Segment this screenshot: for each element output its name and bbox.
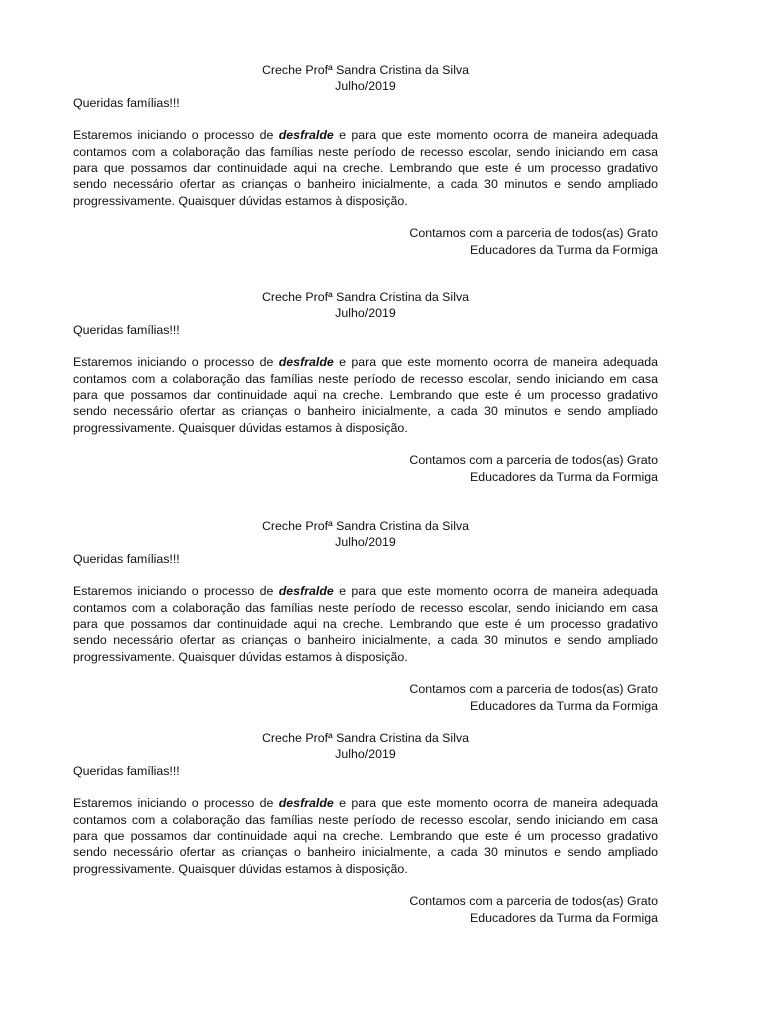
school-name: Creche Profª Sandra Cristina da Silva — [261, 731, 470, 745]
greeting: Queridas famílias!!! — [73, 322, 180, 337]
notice-block-1 — [73, 62, 658, 258]
school-name: Creche Profª Sandra Cristina da Silva — [261, 519, 470, 533]
signature: Educadores da Turma da Formiga — [469, 698, 658, 713]
body-text-start: Estaremos iniciando o processo de — [73, 796, 279, 811]
notice-date: Julho/2019 — [335, 535, 396, 550]
notice-date: Julho/2019 — [335, 306, 396, 321]
body-text-end: e para que este momento ocorra de maneira adequada contamos com a colaboração das famílias neste período de recesso escolar, sendo iniciando em casa para que possamos dar continuidade aqui na creche. Lembrando que este é um processo gradativo sendo necessário ofertar as crianças o banheiro inicialmente, a cada 30 minutos e sendo ampliado progressivamente. Quaisquer dúvidas estamos à disposição. — [73, 128, 658, 208]
body-text-end: e para que este momento ocorra de maneira adequada contamos com a colaboração das famílias neste período de recesso escolar, sendo iniciando em casa para que possamos dar continuidade aqui na creche. Lembrando que este é um processo gradativo sendo necessário ofertar as crianças o banheiro inicialmente, a cada 30 minutos e sendo ampliado progressivamente. Quaisquer dúvidas estamos à disposição. — [73, 796, 658, 876]
body-emphasis: desfralde — [278, 584, 334, 599]
greeting: Queridas famílias!!! — [73, 763, 180, 778]
body-emphasis: desfralde — [278, 355, 334, 370]
notice-block-4 — [73, 730, 658, 926]
notice-body — [73, 127, 658, 209]
notice-date: Julho/2019 — [335, 747, 396, 762]
notice-body — [73, 583, 658, 665]
notice-date: Julho/2019 — [335, 79, 396, 94]
signature: Educadores da Turma da Formiga — [469, 910, 658, 925]
body-text-end: e para que este momento ocorra de maneira adequada contamos com a colaboração das famílias neste período de recesso escolar, sendo iniciando em casa para que possamos dar continuidade aqui na creche. Lembrando que este é um processo gradativo sendo necessário ofertar as crianças o banheiro inicialmente, a cada 30 minutos e sendo ampliado progressivamente. Quaisquer dúvidas estamos à disposição. — [73, 355, 658, 435]
body-text-end: e para que este momento ocorra de maneira adequada contamos com a colaboração das famílias neste período de recesso escolar, sendo iniciando em casa para que possamos dar continuidade aqui na creche. Lembrando que este é um processo gradativo sendo necessário ofertar as crianças o banheiro inicialmente, a cada 30 minutos e sendo ampliado progressivamente. Quaisquer dúvidas estamos à disposição. — [73, 584, 658, 664]
body-text-start: Estaremos iniciando o processo de — [73, 355, 279, 370]
greeting: Queridas famílias!!! — [73, 95, 180, 110]
closing-line: Contamos com a parceria de todos(as) Grato — [409, 453, 658, 468]
signature: Educadores da Turma da Formiga — [469, 469, 658, 484]
closing-line: Contamos com a parceria de todos(as) Grato — [409, 682, 658, 697]
school-name: Creche Profª Sandra Cristina da Silva — [261, 290, 470, 304]
signature: Educadores da Turma da Formiga — [469, 242, 658, 257]
closing-line: Contamos com a parceria de todos(as) Grato — [409, 894, 658, 909]
body-emphasis: desfralde — [278, 128, 334, 143]
body-text-start: Estaremos iniciando o processo de — [73, 584, 279, 599]
notice-block-2 — [73, 289, 658, 485]
body-text-start: Estaremos iniciando o processo de — [73, 128, 279, 143]
closing-line: Contamos com a parceria de todos(as) Grato — [409, 226, 658, 241]
greeting: Queridas famílias!!! — [73, 551, 180, 566]
notice-block-3 — [73, 518, 658, 714]
body-emphasis: desfralde — [278, 796, 334, 811]
notice-body — [73, 795, 658, 877]
notice-body — [73, 354, 658, 436]
school-name: Creche Profª Sandra Cristina da Silva — [261, 63, 470, 77]
